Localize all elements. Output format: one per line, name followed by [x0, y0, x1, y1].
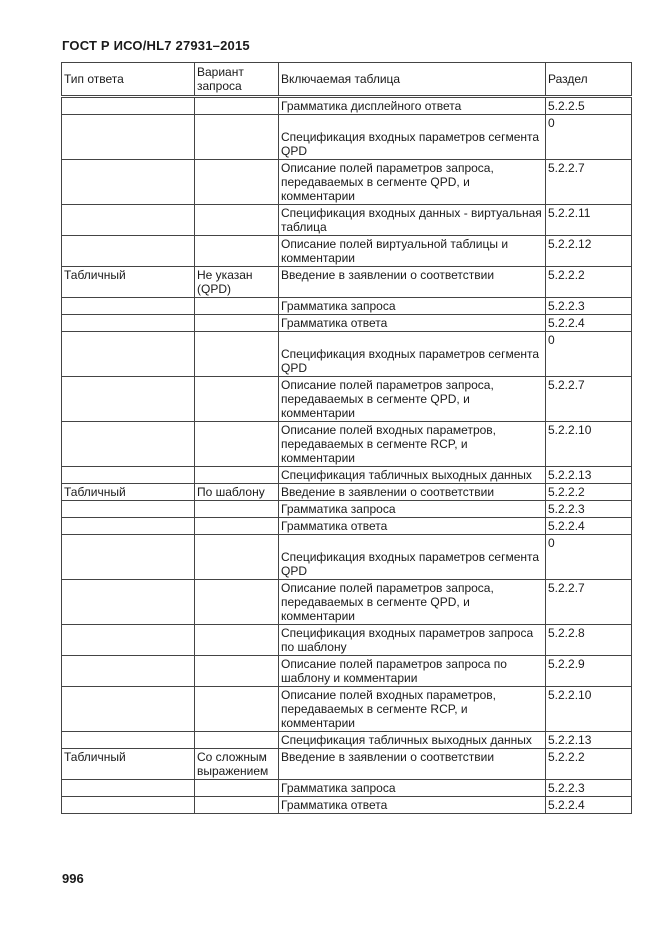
column-header-request-variant: Вариант запроса	[195, 63, 279, 97]
included-table-cell-text: Спецификация табличных выходных данных	[281, 733, 532, 747]
request-variant-cell	[195, 236, 279, 267]
section-cell	[546, 749, 632, 780]
section-cell	[546, 656, 632, 687]
response-type-cell	[62, 749, 195, 780]
section-cell-text: 5.2.2.7	[548, 161, 585, 175]
section-cell	[546, 687, 632, 732]
section-cell	[546, 535, 632, 580]
included-table-cell-text: Описание полей параметров запроса по шаблону и комментарии	[281, 657, 507, 685]
section-cell-text: 5.2.2.9	[548, 657, 585, 671]
included-table-cell	[279, 732, 546, 749]
section-cell-text: 5.2.2.10	[548, 688, 592, 702]
section-cell	[546, 780, 632, 797]
section-cell-text: 5.2.2.11	[548, 206, 591, 220]
table-row	[62, 656, 632, 687]
response-type-cell	[62, 467, 195, 484]
table-row	[62, 377, 632, 422]
included-table-cell-text: Описание полей параметров запроса, передаваемых в сегменте QPD, и комментарии	[281, 378, 494, 420]
response-type-cell	[62, 732, 195, 749]
section-cell	[546, 422, 632, 467]
included-table-cell-text: Грамматика ответа	[281, 519, 388, 533]
table-row	[62, 115, 632, 160]
response-type-cell	[62, 115, 195, 160]
response-type-cell	[62, 797, 195, 814]
included-table-cell-text: Введение в заявлении о соответствии	[281, 268, 495, 282]
included-table-cell	[279, 236, 546, 267]
included-table-cell-text: Введение в заявлении о соответствии	[281, 485, 495, 499]
request-variant-cell-text: По шаблону	[197, 485, 265, 499]
response-type-cell	[62, 656, 195, 687]
section-cell-text: 5.2.2.10	[548, 423, 592, 437]
request-variant-cell	[195, 797, 279, 814]
blank-line	[281, 333, 543, 347]
section-cell	[546, 797, 632, 814]
included-table-cell	[279, 115, 546, 160]
table-row	[62, 518, 632, 535]
document-header: ГОСТ Р ИСО/HL7 27931–2015	[62, 38, 250, 53]
response-table	[61, 62, 632, 814]
section-cell-text: 5.2.2.8	[548, 626, 585, 640]
table-row	[62, 732, 632, 749]
table-row	[62, 749, 632, 780]
included-table-cell	[279, 332, 546, 377]
included-table-cell	[279, 501, 546, 518]
section-cell	[546, 377, 632, 422]
response-type-cell	[62, 332, 195, 377]
section-cell-text: 0	[548, 116, 555, 130]
included-table-cell	[279, 687, 546, 732]
response-type-cell	[62, 298, 195, 315]
table-row	[62, 160, 632, 205]
included-table-cell-text: Спецификация входных данных - виртуальная таблица	[281, 206, 542, 234]
included-table-cell	[279, 625, 546, 656]
request-variant-cell	[195, 205, 279, 236]
section-cell	[546, 236, 632, 267]
section-cell-text: 5.2.2.13	[548, 468, 592, 482]
column-header-response-type: Тип ответа	[62, 63, 195, 97]
table-row	[62, 797, 632, 814]
included-table-cell-text: Введение в заявлении о соответствии	[281, 750, 495, 764]
request-variant-cell	[195, 467, 279, 484]
response-type-cell	[62, 315, 195, 332]
section-cell-text: 5.2.2.12	[548, 237, 592, 251]
blank-line	[281, 536, 543, 550]
response-type-cell	[62, 377, 195, 422]
request-variant-cell	[195, 501, 279, 518]
section-cell-text: 5.2.2.3	[548, 299, 585, 313]
section-cell-text: 0	[548, 536, 555, 550]
response-type-cell	[62, 501, 195, 518]
response-type-cell	[62, 625, 195, 656]
page-number: 996	[62, 871, 84, 886]
request-variant-cell	[195, 115, 279, 160]
response-type-cell	[62, 484, 195, 501]
included-table-cell	[279, 97, 546, 115]
included-table-cell-text: Описание полей параметров запроса, передаваемых в сегменте QPD, и комментарии	[281, 161, 494, 203]
section-cell	[546, 580, 632, 625]
request-variant-cell	[195, 97, 279, 115]
request-variant-cell	[195, 267, 279, 298]
section-cell-text: 5.2.2.3	[548, 502, 585, 516]
included-table-cell	[279, 656, 546, 687]
section-cell-text: 5.2.2.4	[548, 519, 585, 533]
request-variant-cell	[195, 160, 279, 205]
included-table-cell	[279, 780, 546, 797]
included-table-cell-text: Грамматика дисплейного ответа	[281, 99, 462, 113]
table-row	[62, 780, 632, 797]
request-variant-cell	[195, 332, 279, 377]
included-table-cell	[279, 467, 546, 484]
column-header-included-table: Включаемая таблица	[279, 63, 546, 97]
table-row	[62, 422, 632, 467]
table-header	[62, 63, 632, 97]
table-row	[62, 315, 632, 332]
section-cell-text: 5.2.2.5	[548, 99, 585, 113]
included-table-cell-text: Описание полей параметров запроса, передаваемых в сегменте QPD, и комментарии	[281, 581, 494, 623]
included-table-cell-text: Описание полей входных параметров, передаваемых в сегменте RCP, и комментарии	[281, 423, 497, 465]
section-cell-text: 5.2.2.2	[548, 268, 585, 282]
section-cell	[546, 467, 632, 484]
table-row	[62, 625, 632, 656]
section-cell-text: 5.2.2.2	[548, 485, 585, 499]
section-cell	[546, 205, 632, 236]
section-cell	[546, 97, 632, 115]
response-type-cell	[62, 422, 195, 467]
section-cell	[546, 160, 632, 205]
section-cell	[546, 518, 632, 535]
included-table-cell	[279, 267, 546, 298]
request-variant-cell	[195, 484, 279, 501]
table-row	[62, 501, 632, 518]
table-row	[62, 687, 632, 732]
table-row	[62, 236, 632, 267]
included-table-cell	[279, 422, 546, 467]
request-variant-cell	[195, 377, 279, 422]
included-table-cell	[279, 298, 546, 315]
table-row	[62, 267, 632, 298]
table-row	[62, 205, 632, 236]
request-variant-cell	[195, 422, 279, 467]
included-table-cell	[279, 160, 546, 205]
blank-line	[281, 116, 543, 130]
included-table-cell	[279, 518, 546, 535]
section-cell-text: 5.2.2.2	[548, 750, 585, 764]
response-type-cell-text: Табличный	[64, 750, 126, 764]
section-cell-text: 5.2.2.13	[548, 733, 592, 747]
table-body	[62, 97, 632, 814]
request-variant-cell	[195, 535, 279, 580]
request-variant-cell	[195, 315, 279, 332]
section-cell	[546, 315, 632, 332]
response-type-cell	[62, 535, 195, 580]
table-row	[62, 298, 632, 315]
included-table-cell-text: Грамматика ответа	[281, 316, 388, 330]
request-variant-cell	[195, 518, 279, 535]
request-variant-cell-text: Со сложным выражением	[197, 750, 269, 778]
request-variant-cell	[195, 625, 279, 656]
included-table-cell	[279, 580, 546, 625]
request-variant-cell-text: Не указан (QPD)	[197, 268, 253, 296]
included-table-cell-text: Описание полей виртуальной таблицы и комментарии	[281, 237, 509, 265]
included-table-cell-text: Грамматика запроса	[281, 781, 396, 795]
included-table-cell	[279, 315, 546, 332]
table-row	[62, 484, 632, 501]
included-table-cell-text: Грамматика запроса	[281, 502, 396, 516]
table-row	[62, 467, 632, 484]
included-table-cell	[279, 205, 546, 236]
request-variant-cell	[195, 298, 279, 315]
included-table-cell-text: Спецификация входных параметров сегмента QPD	[281, 130, 540, 158]
response-type-cell	[62, 780, 195, 797]
response-type-cell	[62, 97, 195, 115]
included-table-cell-text: Спецификация входных параметров запроса по шаблону	[281, 626, 534, 654]
request-variant-cell	[195, 749, 279, 780]
included-table-cell-text: Грамматика запроса	[281, 299, 396, 313]
response-type-cell-text: Табличный	[64, 268, 126, 282]
section-cell	[546, 115, 632, 160]
included-table-cell-text: Спецификация входных параметров сегмента QPD	[281, 550, 540, 578]
response-type-cell	[62, 518, 195, 535]
section-cell-text: 5.2.2.4	[548, 798, 585, 812]
response-type-cell	[62, 267, 195, 298]
section-cell-text: 5.2.2.4	[548, 316, 585, 330]
request-variant-cell	[195, 780, 279, 797]
table-row	[62, 332, 632, 377]
response-type-cell	[62, 160, 195, 205]
included-table-cell-text: Описание полей входных параметров, передаваемых в сегменте RCP, и комментарии	[281, 688, 497, 730]
section-cell-text: 5.2.2.3	[548, 781, 585, 795]
included-table-cell-text: Спецификация табличных выходных данных	[281, 468, 532, 482]
response-type-cell	[62, 687, 195, 732]
section-cell	[546, 267, 632, 298]
section-cell-text: 5.2.2.7	[548, 581, 585, 595]
included-table-cell	[279, 377, 546, 422]
section-cell	[546, 732, 632, 749]
included-table-cell-text: Грамматика ответа	[281, 798, 388, 812]
request-variant-cell	[195, 580, 279, 625]
included-table-cell-text: Спецификация входных параметров сегмента QPD	[281, 347, 540, 375]
section-cell	[546, 484, 632, 501]
section-cell	[546, 332, 632, 377]
response-type-cell	[62, 205, 195, 236]
table-row	[62, 580, 632, 625]
included-table-cell	[279, 535, 546, 580]
column-header-section: Раздел	[546, 63, 632, 97]
included-table-cell	[279, 797, 546, 814]
table-row	[62, 97, 632, 115]
included-table-cell	[279, 749, 546, 780]
request-variant-cell	[195, 732, 279, 749]
table-row	[62, 535, 632, 580]
section-cell	[546, 625, 632, 656]
included-table-cell	[279, 484, 546, 501]
request-variant-cell	[195, 687, 279, 732]
section-cell-text: 0	[548, 333, 555, 347]
section-cell	[546, 298, 632, 315]
section-cell-text: 5.2.2.7	[548, 378, 585, 392]
request-variant-cell	[195, 656, 279, 687]
response-type-cell	[62, 236, 195, 267]
response-type-cell-text: Табличный	[64, 485, 126, 499]
section-cell	[546, 501, 632, 518]
response-type-cell	[62, 580, 195, 625]
